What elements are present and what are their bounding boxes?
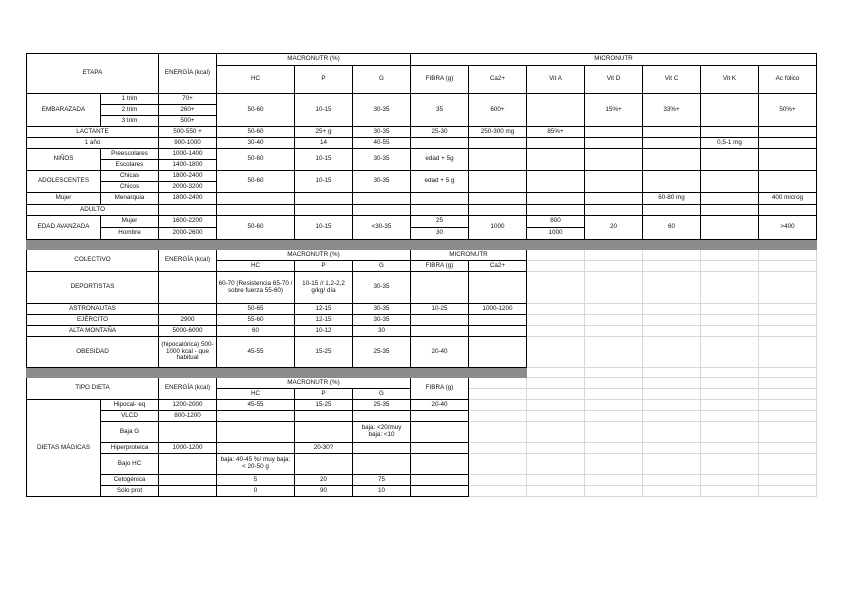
macronutr-header: MACRONUTR (%) (217, 250, 411, 261)
ca-cell (469, 272, 527, 304)
vitc-header: Vit C (643, 66, 701, 94)
folico-cell (759, 205, 817, 216)
t1-header-row-1 (27, 54, 817, 66)
table-row (27, 411, 817, 422)
p-cell (295, 454, 353, 475)
energia-cell (159, 486, 217, 497)
macronutr-header: MACRONUTR (%) (217, 54, 411, 66)
fibra-cell: 25 (411, 216, 469, 228)
vita-cell (527, 205, 585, 216)
fibra-cell: 30 (411, 228, 469, 240)
edad-avanzada-label: EDAD AVANZADA (27, 216, 101, 240)
etapa-header: ETAPA (27, 54, 159, 94)
p-cell (295, 422, 353, 443)
hc-header: HC (217, 261, 295, 272)
p-cell: 10-12 (295, 326, 353, 337)
vitk-cell: 0,5-1 mg (701, 138, 759, 149)
energia-cell (159, 454, 217, 475)
tipo-dieta-header: TIPO DIETA (27, 378, 159, 400)
fibra-cell (411, 138, 469, 149)
g-cell: baja: <20/muy baja: <10 (353, 422, 411, 443)
vitc-cell (643, 205, 701, 216)
g-cell (353, 205, 411, 216)
ca-cell: 1000 (469, 216, 527, 240)
ca-cell (469, 193, 527, 205)
lactante-label: LACTANTE (27, 127, 159, 138)
hc-cell: 60 (217, 326, 295, 337)
fibra-cell (411, 411, 469, 422)
g-header: G (353, 261, 411, 272)
vitd-cell (585, 171, 643, 193)
mujer-label: Mujer (27, 193, 101, 205)
micronutr-header: MICRONUTR (411, 250, 527, 261)
hc-cell: baja: 40-45 %/ muy baja: < 20-50 g (217, 454, 295, 475)
diet-label: Sólo prot (101, 486, 159, 497)
adolescentes-label: ADOLESCENTES (27, 171, 101, 193)
embarazada-label: EMBARAZADA (27, 94, 101, 127)
vitc-cell (643, 171, 701, 193)
hc-cell: 50-60 (217, 127, 295, 138)
hc-header: HC (217, 389, 295, 400)
vita-cell (527, 193, 585, 205)
p-cell: 20-30? (295, 443, 353, 454)
trim-label: 3 trim (101, 116, 159, 127)
vitk-cell (701, 127, 759, 138)
p-cell: 10-15 // 1,2-2,2 g/kg/ día (295, 272, 353, 304)
table-row (27, 138, 817, 149)
anio-label: 1 año (27, 138, 159, 149)
vita-cell (527, 94, 585, 127)
hc-cell (217, 443, 295, 454)
separator (27, 240, 817, 250)
folico-cell (759, 149, 817, 171)
p-cell: 10-15 (295, 171, 353, 193)
p-cell: 10-15 (295, 149, 353, 171)
diet-label: Hiperproteica (101, 443, 159, 454)
table-row (27, 400, 817, 411)
vitk-header: Vit K (701, 66, 759, 94)
sub-label: Mujer (101, 216, 159, 228)
micronutr-header: MICRONUTR (411, 54, 817, 66)
folico-cell (759, 138, 817, 149)
hc-cell (217, 205, 295, 216)
p-header: P (295, 261, 353, 272)
ca-header: Ca2+ (469, 261, 527, 272)
g-cell: 25-35 (353, 400, 411, 411)
fibra-header: FIBRA (g) (411, 261, 469, 272)
fibra-cell (411, 205, 469, 216)
vitk-cell (701, 94, 759, 127)
fibra-cell: 10-25 (411, 304, 469, 315)
nutrition-spreadsheet (26, 53, 817, 497)
fibra-cell: 35 (411, 94, 469, 127)
hc-cell: 45-55 (217, 337, 295, 368)
ca-cell (469, 149, 527, 171)
g-cell: 10 (353, 486, 411, 497)
p-cell: 10-15 (295, 94, 353, 127)
table-row (27, 475, 817, 486)
g-cell: 40-55 (353, 138, 411, 149)
hc-cell: 30-40 (217, 138, 295, 149)
table-row (27, 94, 817, 105)
hc-cell: 50-60 (217, 171, 295, 193)
vitc-cell (643, 127, 701, 138)
p-cell: 14 (295, 138, 353, 149)
folico-cell (759, 171, 817, 193)
gray-separator-row (27, 368, 817, 378)
energia-header: ENERGÍA (kcal) (159, 250, 217, 272)
t3-header-row-1 (27, 378, 817, 389)
ca-cell (469, 326, 527, 337)
ca-cell (469, 205, 527, 216)
table-row (27, 326, 817, 337)
fibra-cell: 20-40 (411, 400, 469, 411)
ejercito-label: EJÉRCITO (27, 315, 159, 326)
fibra-cell (411, 272, 469, 304)
fibra-header: FIBRA (g) (411, 378, 469, 400)
ca-cell (469, 337, 527, 368)
vita-cell (527, 171, 585, 193)
vitk-cell (701, 193, 759, 205)
energia-cell (159, 304, 217, 315)
fibra-cell: 20-40 (411, 337, 469, 368)
t2-header-row-1 (27, 250, 817, 261)
sub-label: Preescolares (101, 149, 159, 160)
hc-cell (217, 193, 295, 205)
fibra-cell (411, 443, 469, 454)
vitk-cell (701, 171, 759, 193)
g-cell: 30-35 (353, 171, 411, 193)
g-cell: 30-35 (353, 304, 411, 315)
energia-cell: 500+ (159, 116, 217, 127)
ca-header: Ca2+ (469, 66, 527, 94)
g-cell: 30-35 (353, 94, 411, 127)
hc-cell: 55-60 (217, 315, 295, 326)
vitd-header: Vit D (585, 66, 643, 94)
energia-cell: 1800-2400 (159, 171, 217, 182)
p-cell: 12-15 (295, 304, 353, 315)
dietas-magicas-label: DIETAS MÁGICAS (27, 400, 101, 497)
p-cell (295, 205, 353, 216)
p-cell: 25+ g (295, 127, 353, 138)
g-cell (353, 411, 411, 422)
g-cell: 25-35 (353, 337, 411, 368)
sub-label: Menarquia (101, 193, 159, 205)
vita-cell (527, 149, 585, 171)
macronutr-header: MACRONUTR (%) (217, 378, 411, 389)
energia-cell: 2000-3200 (159, 182, 217, 193)
energia-cell: 1600-2200 (159, 216, 217, 228)
energia-cell: 800-1200 (159, 411, 217, 422)
energia-cell: 2900 (159, 315, 217, 326)
ca-cell: 250-300 mg (469, 127, 527, 138)
energia-cell (159, 205, 217, 216)
energia-cell: (hipocalórica) 500-1000 kcal - que habitual (159, 337, 217, 368)
ninos-label: NIÑOS (27, 149, 101, 171)
g-cell: 30-35 (353, 315, 411, 326)
p-cell: 90 (295, 486, 353, 497)
energia-header: ENERGÍA (kcal) (159, 378, 217, 400)
vitd-cell (585, 205, 643, 216)
vita-cell: 800 (527, 216, 585, 228)
sub-label: Chicos (101, 182, 159, 193)
hc-cell: 60-70 (Resistencia 65-70 / sobre fuerza 55-60) (217, 272, 295, 304)
diet-label: Baja G (101, 422, 159, 443)
p-cell: 10-15 (295, 216, 353, 240)
table-row (27, 304, 817, 315)
separator (27, 368, 527, 378)
fibra-cell (411, 486, 469, 497)
table-row (27, 486, 817, 497)
folico-header: Ac fólico (759, 66, 817, 94)
g-header: G (353, 66, 411, 94)
hc-cell: 50-60 (217, 149, 295, 171)
energia-cell: 1200-2000 (159, 400, 217, 411)
fibra-header: FIBRA (g) (411, 66, 469, 94)
energia-cell: 5000-6000 (159, 326, 217, 337)
energia-cell: 260+ (159, 105, 217, 116)
vitk-cell (701, 205, 759, 216)
energia-cell (159, 475, 217, 486)
fibra-cell (411, 193, 469, 205)
table-row (27, 171, 817, 182)
hc-cell: 50-60 (217, 94, 295, 127)
hc-cell: 0 (217, 486, 295, 497)
table-row (27, 337, 817, 368)
table-row (27, 454, 817, 475)
table-row (27, 216, 817, 228)
p-cell: 15-25 (295, 400, 353, 411)
fibra-cell: edad + 5 g (411, 171, 469, 193)
energia-header: ENERGÍA (kcal) (159, 54, 217, 94)
g-cell (353, 443, 411, 454)
p-cell (295, 411, 353, 422)
energia-cell: 1000-1200 (159, 443, 217, 454)
energia-cell: 70+ (159, 94, 217, 105)
p-cell: 12-15 (295, 315, 353, 326)
folico-cell: 50%+ (759, 94, 817, 127)
ca-cell: 600+ (469, 94, 527, 127)
ca-cell (469, 171, 527, 193)
hc-cell: 45-55 (217, 400, 295, 411)
hc-cell: 50-65 (217, 304, 295, 315)
vitc-cell: 33%+ (643, 94, 701, 127)
p-header: P (295, 66, 353, 94)
table-row (27, 149, 817, 160)
diet-label: Bajo HC (101, 454, 159, 475)
hc-cell (217, 411, 295, 422)
table-row (27, 272, 817, 304)
astronautas-label: ASTRONAUTAS (27, 304, 159, 315)
diet-label: VLCD (101, 411, 159, 422)
vitc-cell (643, 138, 701, 149)
p-header: P (295, 389, 353, 400)
hc-header: HC (217, 66, 295, 94)
energia-cell: 1000-1400 (159, 149, 217, 160)
diet-label: Cetogénica (101, 475, 159, 486)
fibra-cell (411, 315, 469, 326)
fibra-cell: 25-30 (411, 127, 469, 138)
vitc-cell: 60-80 mg (643, 193, 701, 205)
g-cell (353, 454, 411, 475)
alta-montana-label: ALTA MONTAÑA (27, 326, 159, 337)
g-cell (353, 193, 411, 205)
energia-cell (159, 422, 217, 443)
hc-cell: 5 (217, 475, 295, 486)
obesidad-label: OBESIDAD (27, 337, 159, 368)
fibra-cell (411, 326, 469, 337)
adulto-label: ADULTO (27, 205, 159, 216)
g-header: G (353, 389, 411, 400)
vitd-cell (585, 138, 643, 149)
fibra-cell (411, 475, 469, 486)
ca-cell (469, 315, 527, 326)
gray-separator-row (27, 240, 817, 250)
vita-cell: 1000 (527, 228, 585, 240)
vitc-cell (643, 149, 701, 171)
energia-cell: 500-550 + (159, 127, 217, 138)
sub-label: Chicas (101, 171, 159, 182)
diet-label: Hipocal- eq (101, 400, 159, 411)
vitd-cell: 20 (585, 216, 643, 240)
g-cell: 30 (353, 326, 411, 337)
vitd-cell (585, 193, 643, 205)
fibra-cell (411, 454, 469, 475)
table-row (27, 315, 817, 326)
energia-cell: 900-1000 (159, 138, 217, 149)
g-cell: 30-35 (353, 149, 411, 171)
table-row (27, 127, 817, 138)
fibra-cell: edad + 5g (411, 149, 469, 171)
vitc-cell: 60 (643, 216, 701, 240)
vitd-cell (585, 127, 643, 138)
vitd-cell (585, 149, 643, 171)
hc-cell (217, 422, 295, 443)
ca-cell (469, 138, 527, 149)
energia-cell: 2000-2600 (159, 228, 217, 240)
p-cell: 20 (295, 475, 353, 486)
ca-cell: 1000-1200 (469, 304, 527, 315)
vita-header: Vit A (527, 66, 585, 94)
vita-cell (527, 138, 585, 149)
table-row (27, 193, 817, 205)
p-cell (295, 193, 353, 205)
g-cell: 30-35 (353, 272, 411, 304)
vitd-cell: 15%+ (585, 94, 643, 127)
g-cell: 75 (353, 475, 411, 486)
g-cell: <30-35 (353, 216, 411, 240)
vita-cell: 85%+ (527, 127, 585, 138)
table-row (27, 443, 817, 454)
folico-cell (759, 127, 817, 138)
hc-cell: 50-60 (217, 216, 295, 240)
vitk-cell (701, 216, 759, 240)
p-cell: 15-25 (295, 337, 353, 368)
fibra-cell (411, 422, 469, 443)
g-cell: 30-35 (353, 127, 411, 138)
table-row (27, 422, 817, 443)
trim-label: 1 trim (101, 94, 159, 105)
energia-cell (159, 272, 217, 304)
deportistas-label: DEPORTISTAS (27, 272, 159, 304)
sub-label: Escolares (101, 160, 159, 171)
energia-cell: 1400-1800 (159, 160, 217, 171)
colectivo-header: COLECTIVO (27, 250, 159, 272)
table-row (27, 205, 817, 216)
vitk-cell (701, 149, 759, 171)
folico-cell: 400 microg (759, 193, 817, 205)
trim-label: 2 trim (101, 105, 159, 116)
sub-label: Hombre (101, 228, 159, 240)
energia-cell: 1800-2400 (159, 193, 217, 205)
folico-cell: >400 (759, 216, 817, 240)
